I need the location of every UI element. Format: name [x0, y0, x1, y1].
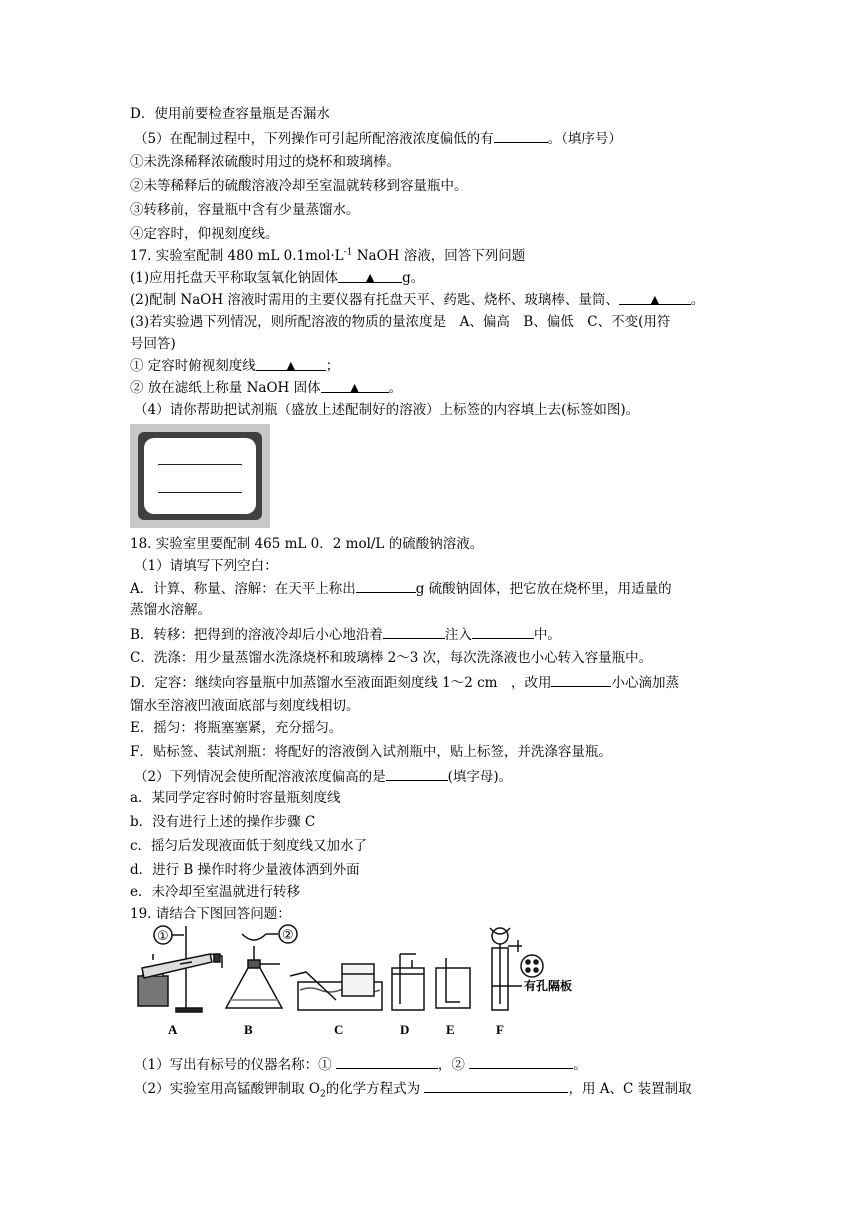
q17-case2-suffix: 。	[388, 380, 403, 396]
q19-part2-suffix: ，用 A、C 装置制取	[568, 1081, 692, 1097]
q17-part2-blank[interactable]	[619, 290, 691, 305]
triangle-icon: ▲	[350, 381, 359, 394]
q18-step-c: C．洗涤：用少量蒸馏水洗涤烧杯和玻璃棒 2～3 次，每次洗涤液也小心转入容量瓶中。	[130, 650, 653, 666]
q18-option-e: e．未冷却至室温就进行转移	[130, 884, 300, 900]
q16-part5-blank[interactable]	[494, 128, 548, 143]
q19-part1-blank-1[interactable]	[336, 1054, 438, 1069]
q17-part3-line2: 号回答)	[130, 336, 176, 352]
q16-item-1: ①未洗涤稀释浓硫酸时用过的烧杯和玻璃棒。	[130, 154, 400, 170]
q19-part1-blank-2[interactable]	[469, 1054, 573, 1069]
q18-part2-prefix: （2）下列情况会使所配溶液浓度偏高的是	[134, 769, 386, 785]
q19-part2-prefix: （2）实验室用高锰酸钾制取 O	[134, 1081, 320, 1097]
q18-step-a-line2: 蒸馏水溶解。	[130, 602, 211, 618]
q17-title-prefix: 17. 实验室配制 480 mL 0.1mol·L	[130, 248, 344, 264]
q18-step-d-blank[interactable]	[551, 672, 611, 687]
reagent-label-figure	[130, 424, 270, 528]
q17-part2-suffix: 。	[690, 292, 705, 308]
q19-part2-mid: 的化学方程式为	[325, 1081, 421, 1097]
q17-case2-blank[interactable]	[321, 378, 389, 393]
q16-part5-suffix: 。（填序号）	[547, 131, 622, 147]
q18-step-a-suffix: g 硫酸钠固体，把它放在烧杯里，用适量的	[415, 581, 672, 597]
q18-option-a: a．某同学定容时俯时容量瓶刻度线	[130, 790, 341, 806]
apparatus-label-a: A	[168, 1022, 178, 1037]
q16-part5-prefix: （5）在配制过程中，下列操作可引起所配溶液浓度偏低的有	[134, 131, 494, 147]
q17-case1-suffix: ；	[325, 358, 340, 374]
q19-part1	[130, 1054, 587, 1074]
q17-part3-line1: (3)若实验遇下列情况，则所配溶液的物质的量浓度是 A、偏高 B、偏低 C、不变(用符	[130, 314, 671, 330]
q17-part1	[130, 268, 424, 288]
q18-option-c: c．摇匀后发现液面低于刻度线又加水了	[130, 838, 368, 854]
q18-step-d	[130, 672, 679, 692]
apparatus-label-c: C	[334, 1022, 344, 1037]
q17-case2-prefix: ② 放在滤纸上称量 NaOH 固体	[130, 380, 321, 396]
reagent-label-frame	[138, 432, 262, 520]
apparatus-b-drawing	[226, 934, 282, 1008]
triangle-icon: ▲	[650, 293, 660, 306]
label-line-1	[158, 464, 242, 465]
q17-case1	[130, 356, 339, 376]
q18-step-b	[130, 624, 561, 644]
q18-step-b-prefix: B．转移：把得到的溶液冷却后小心地沿着	[130, 627, 383, 643]
q17-title-suffix: NaOH 溶液，回答下列问题	[352, 248, 526, 264]
q19-part1-suffix: 。	[573, 1057, 587, 1073]
q19-part2	[130, 1078, 692, 1098]
q19-part1-mid: ，②	[437, 1057, 465, 1073]
q17-part4: （4）请你帮助把试剂瓶（盛放上述配制好的溶液）上标签的内容填上去(标签如图)。	[134, 402, 640, 418]
q18-step-b-blank-2[interactable]	[472, 624, 534, 639]
q18-step-f: F．贴标签、装试剂瓶：将配好的溶液倒入试剂瓶中，贴上标签，并洗涤容量瓶。	[130, 744, 612, 760]
q16-item-2: ②未等稀释后的硫酸溶液冷却至室温就转移到容量瓶中。	[130, 178, 468, 194]
q17-case1-blank[interactable]	[256, 356, 326, 371]
apparatus-mark-2: ②	[282, 928, 294, 943]
q18-step-b-mid: 注入	[444, 627, 472, 643]
porous-plate-label: 有孔隔板	[524, 979, 573, 993]
q18-step-a	[130, 578, 672, 598]
q18-step-a-blank[interactable]	[356, 578, 416, 593]
apparatus-label-e: E	[446, 1022, 455, 1037]
q16-item-4: ④定容时，仰视刻度线。	[130, 226, 279, 242]
apparatus-figure	[130, 924, 590, 1044]
q17-part1-prefix: (1)应用托盘天平称取氢氧化钠固体	[130, 270, 339, 286]
q17-case1-prefix: ① 定容时俯视刻度线	[130, 358, 256, 374]
apparatus-label-b: B	[244, 1022, 253, 1037]
q18-step-b-suffix: 中。	[533, 627, 561, 643]
apparatus-label-d: D	[400, 1022, 410, 1037]
q18-step-d-prefix: D．定容：继续向容量瓶中加蒸馏水至液面距刻度线 1～2 cm ，改用	[130, 675, 552, 691]
q16-part5	[130, 128, 622, 148]
q18-step-d-suffix: 小心滴加蒸	[611, 675, 679, 691]
apparatus-a-drawing	[138, 926, 222, 1012]
q18-step-a-prefix: A．计算、称量、溶解：在天平上称出	[130, 581, 356, 597]
label-line-2	[158, 492, 242, 493]
q19-part2-blank[interactable]	[424, 1078, 568, 1093]
apparatus-e-drawing	[436, 958, 470, 1008]
apparatus-drawing	[130, 924, 590, 1044]
q17-part2-prefix: (2)配制 NaOH 溶液时需用的主要仪器有托盘天平、药匙、烧杯、玻璃棒、量筒、	[130, 292, 619, 308]
q16-option-d: D．使用前要检查容量瓶是否漏水	[130, 106, 330, 122]
apparatus-d-drawing	[392, 954, 424, 1010]
q17-title	[130, 246, 525, 266]
q18-part2-suffix: (填字母)。	[447, 769, 513, 785]
q17-part2	[130, 290, 704, 310]
q18-step-d-line2: 馏水至溶液凹液面底部与刻度线相切。	[130, 698, 360, 714]
q19-part2-sub: 2	[319, 1089, 326, 1100]
q18-step-e: E．摇匀：将瓶塞塞紧，充分摇匀。	[130, 720, 343, 736]
apparatus-c-drawing	[290, 964, 382, 1010]
q19-part1-prefix: （1）写出有标号的仪器名称：①	[134, 1057, 332, 1073]
q18-step-b-blank-1[interactable]	[383, 624, 445, 639]
q19-title: 19. 请结合下图回答问题：	[130, 906, 291, 922]
triangle-icon: ▲	[365, 271, 375, 284]
reagent-label-card	[144, 438, 256, 514]
q18-part1: （1）请填写下列空白：	[134, 558, 278, 574]
q17-part1-suffix: g。	[402, 270, 425, 286]
q17-title-sup: -1	[343, 247, 353, 258]
q18-option-d: d．进行 B 操作时将少量液体洒到外面	[130, 862, 360, 878]
q18-option-b: b．没有进行上述的操作步骤 C	[130, 814, 316, 830]
apparatus-mark-1: ①	[157, 929, 169, 944]
q17-part1-blank[interactable]	[338, 268, 402, 283]
apparatus-label-f: F	[496, 1022, 504, 1037]
q18-part2-blank[interactable]	[386, 766, 448, 781]
q18-title: 18. 实验室里要配制 465 mL 0．2 mol/L 的硫酸钠溶液。	[130, 536, 484, 552]
q17-case2	[130, 378, 402, 398]
q18-part2	[130, 766, 512, 786]
triangle-icon: ▲	[286, 359, 296, 372]
apparatus-f-drawing	[490, 928, 543, 1010]
q16-item-3: ③转移前，容量瓶中含有少量蒸馏水。	[130, 202, 360, 218]
